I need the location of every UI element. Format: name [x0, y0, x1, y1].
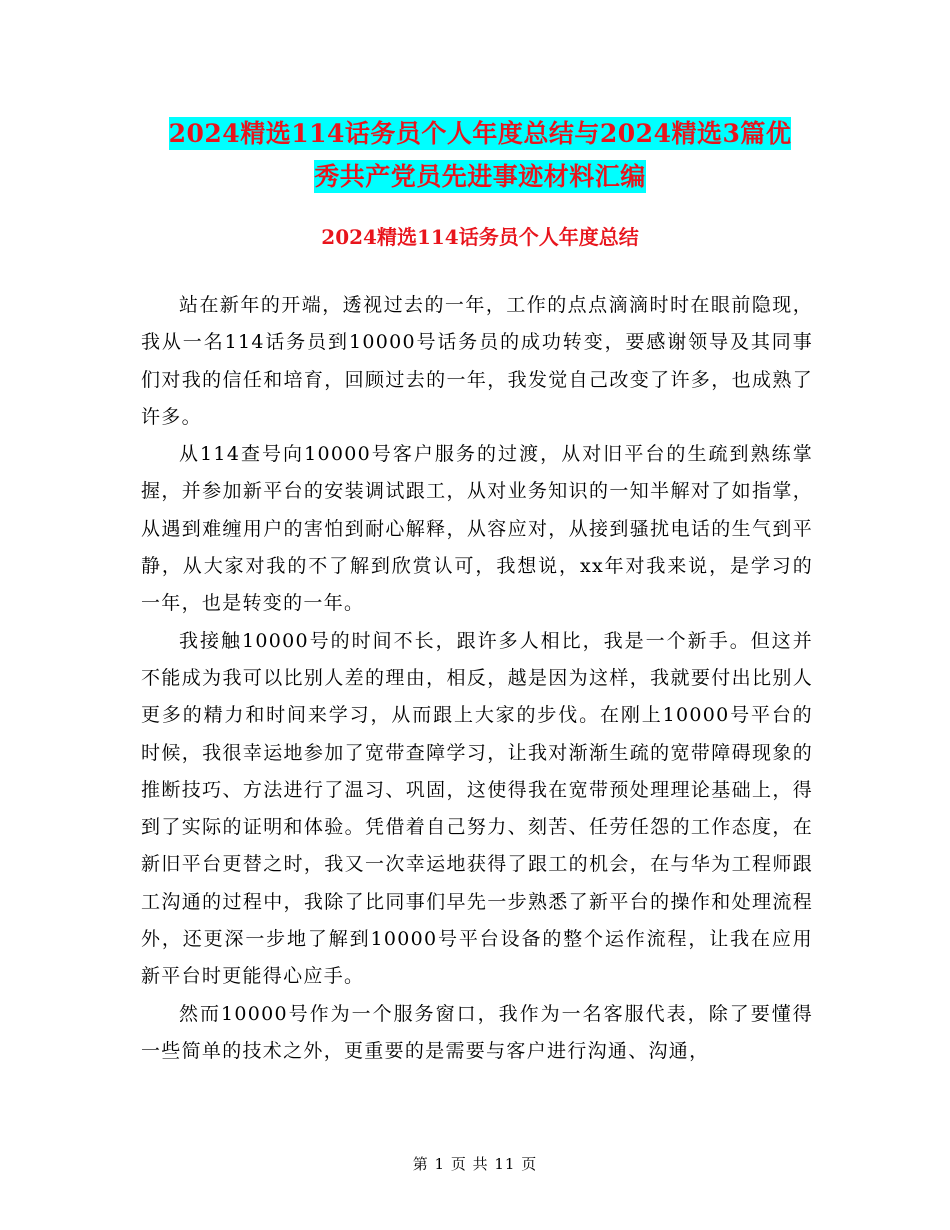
main-title-line-2: 秀共产党员先进事迹材料汇编 [314, 162, 646, 191]
section-title: 2024精选114话务员个人年度总结 [321, 225, 639, 249]
paragraph-4: 然而10000号作为一个服务窗口，我作为一名客服代表，除了要懂得一些简单的技术之外，更重要的是需要与客户进行沟通、沟通， [141, 1002, 813, 1062]
page-footer: 第 1 页 共 11 页 [412, 1155, 538, 1173]
document-body [141, 287, 813, 1070]
main-title-line-1: 2024精选114话务员个人年度总结与2024精选3篇优 [168, 119, 792, 148]
paragraph-3: 我接触10000号的时间不长，跟许多人相比，我是一个新手。但这并不能成为我可以比别人差的理由，相反，越是因为这样，我就要付出比别人更多的精力和时间来学习，从而跟上大家的步伐。在刚上10000号平台的时候，我很幸运地参加了宽带查障学习，让我对渐渐生疏的宽带障碍现象的推断技巧、方法进行了温习、巩固，这使得我在宽带预处理理论基础上，得到了实际的证明和体验。凭借着自己努力、刻苦、任劳任怨的工作态度，在新旧平台更替之时，我又一次幸运地获得了跟工的机会，在与华为工程师跟工沟通的过程中，我除了比同事们早先一步熟悉了新平台的操作和处理流程外，还更深一步地了解到10000号平台设备的整个运作流程，让我在应用新平台时更能得心应手。 [141, 629, 813, 988]
paragraph-2: 从114查号向10000号客户服务的过渡，从对旧平台的生疏到熟练掌握，并参加新平台的安装调试跟工，从对业务知识的一知半解对了如指掌，从遇到难缠用户的害怕到耐心解释，从容应对，从接到骚扰电话的生气到平静，从大家对我的不了解到欣赏认可，我想说，xx年对我来说，是学习的一年，也是转变的一年。 [141, 443, 813, 615]
document-main-title [140, 112, 820, 198]
paragraph-1: 站在新年的开端，透视过去的一年，工作的点点滴滴时时在眼前隐现，我从一名114话务员到10000号话务员的成功转变，要感谢领导及其同事们对我的信任和培育，回顾过去的一年，我发觉自己改变了许多，也成熟了许多。 [141, 294, 813, 428]
